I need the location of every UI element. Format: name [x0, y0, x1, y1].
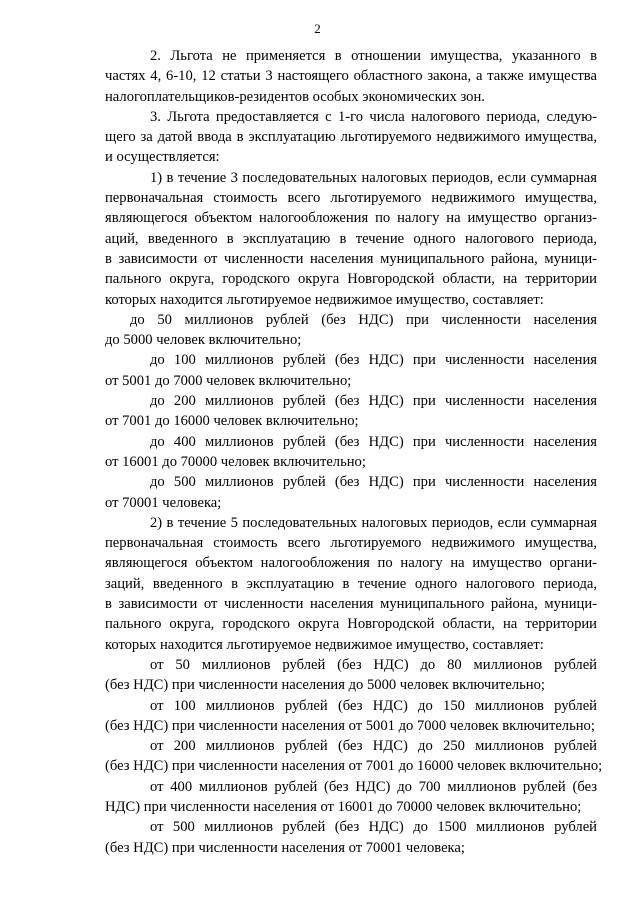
text-line: от 200 миллионов рублей (без НДС) до 250 миллионов рублей — [150, 738, 597, 755]
text-line: налогоплательщиков-резидентов особых экономических зон. — [105, 88, 485, 105]
text-line: 3. Льгота предоставляется с 1-го числа налогового периода, следую- — [150, 108, 597, 125]
text-line: которых находится льготируемое недвижимое имущество, составляет: — [105, 636, 544, 653]
text-line: (без НДС) при численности населения от 7001 до 16000 человек включительно; — [105, 758, 603, 775]
document-body — [105, 46, 603, 858]
paragraph — [105, 350, 597, 391]
text-line: от 100 миллионов рублей (без НДС) до 150 миллионов рублей — [150, 697, 597, 714]
text-line: от 16001 до 70000 человек включительно; — [105, 453, 366, 470]
paragraph — [105, 432, 597, 473]
text-line: 2. Льгота не применяется в отношении имущества, указанного в — [150, 48, 597, 64]
text-line: (без НДС) при численности населения от 70001 человека; — [105, 839, 465, 856]
text-line: от 400 миллионов рублей (без НДС) до 700 миллионов рублей (без — [150, 778, 597, 795]
text-line: до 100 миллионов рублей (без НДС) при численности населения — [150, 352, 597, 369]
text-line: от 70001 человека; — [105, 494, 222, 511]
text-line: пального округа, городского округа Новгородской области, на территории — [105, 616, 597, 633]
text-line: до 500 миллионов рублей (без НДС) при численности населения — [150, 474, 597, 491]
paragraph — [105, 472, 597, 513]
paragraph — [105, 46, 597, 107]
paragraph — [105, 777, 597, 818]
text-line: пального округа, городского округа Новгородской области, на территории — [105, 271, 597, 288]
text-line: щего за датой ввода в эксплуатацию льготируемого недвижимого имущества, — [105, 129, 597, 146]
text-line: аций, введенного в эксплуатацию в течение одного налогового периода, — [105, 230, 597, 247]
text-line: от 50 миллионов рублей (без НДС) до 80 миллионов рублей — [150, 656, 597, 673]
text-line: 2) в течение 5 последовательных налоговых периодов, если суммарная — [150, 514, 597, 531]
paragraph — [105, 107, 597, 168]
text-line: которых находится льготируемое недвижимое имущество, составляет: — [105, 291, 544, 308]
text-line: являющегося объектом налогообложения по налогу на имущество организ- — [105, 210, 597, 227]
text-line: (без НДС) при численности населения до 5000 человек включительно; — [105, 677, 545, 694]
text-line: и осуществляется: — [105, 149, 220, 166]
page-number: 2 — [314, 21, 321, 36]
text-line: заций, введенного в эксплуатацию в течение одного налогового периода, — [105, 575, 597, 592]
text-line: (без НДС) при численности населения от 5001 до 7000 человек включительно; — [105, 717, 595, 734]
text-line: 1) в течение 3 последовательных налоговых периодов, если суммарная — [150, 169, 597, 186]
text-line: до 50 миллионов рублей (без НДС) при численности населения — [130, 311, 597, 328]
paragraph — [105, 391, 597, 432]
text-line: первоначальная стоимость всего льготируемого недвижимого имущества, — [105, 190, 597, 207]
paragraph — [105, 696, 597, 737]
paragraph — [105, 817, 597, 858]
text-line: от 5001 до 7000 человек включительно; — [105, 372, 352, 389]
paragraph — [105, 168, 597, 310]
text-line: первоначальная стоимость всего льготируемого недвижимого имущества, — [105, 535, 597, 552]
text-line: частях 4, 6-10, 12 статьи 3 настоящего областного закона, а также имущества — [105, 68, 597, 85]
text-line: от 7001 до 16000 человек включительно; — [105, 413, 359, 430]
text-line: до 5000 человек включительно; — [105, 332, 302, 349]
text-line: до 200 миллионов рублей (без НДС) при численности населения — [150, 393, 597, 410]
text-line: в зависимости от численности населения муниципального района, муници- — [105, 250, 597, 267]
paragraph — [105, 310, 597, 351]
paragraph — [105, 736, 603, 777]
text-line: являющегося объектом налогообложения по налогу на имущество органи- — [105, 555, 597, 572]
text-line: от 500 миллионов рублей (без НДС) до 1500 миллионов рублей — [150, 819, 597, 836]
text-line: в зависимости от численности населения муниципального района, муници- — [105, 596, 597, 613]
paragraph — [105, 513, 597, 655]
text-line: до 400 миллионов рублей (без НДС) при численности населения — [150, 433, 597, 450]
text-line: НДС) при численности населения от 16001 до 70000 человек включительно; — [105, 798, 582, 815]
paragraph — [105, 655, 597, 696]
